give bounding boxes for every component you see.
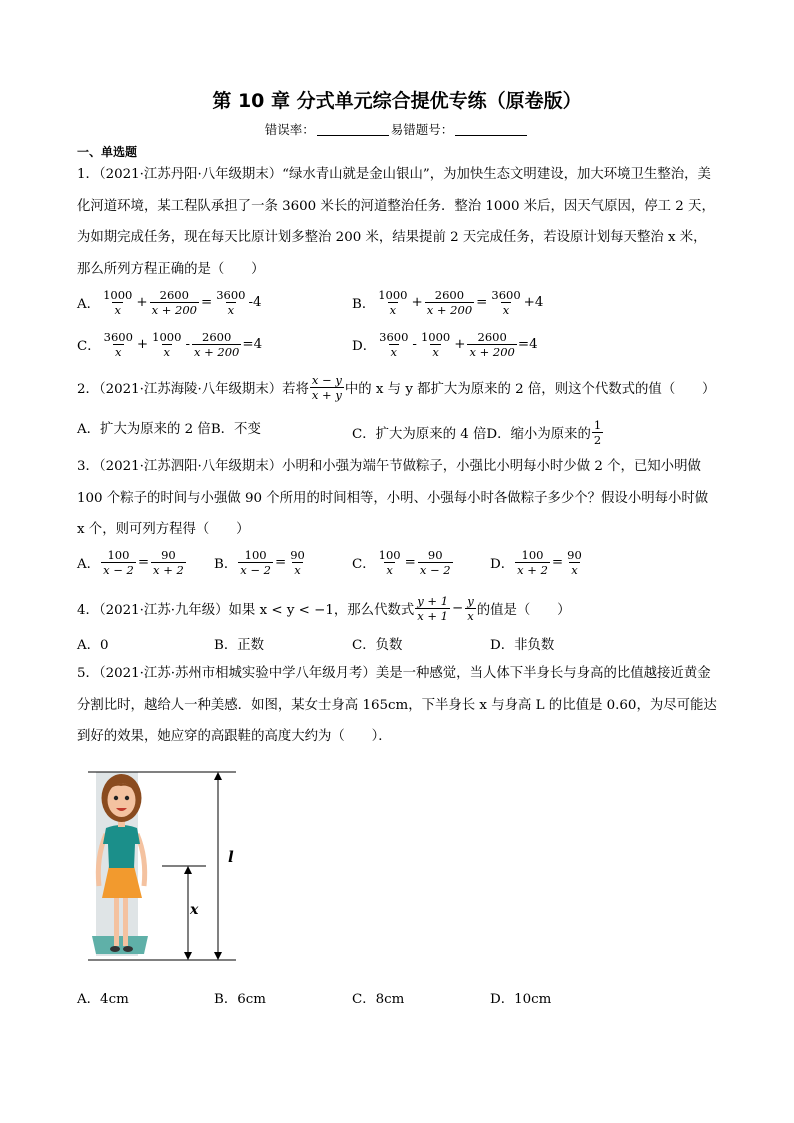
fraction: $\frac{3600}{x}$ [379, 330, 409, 359]
label-l: l [228, 848, 234, 866]
l-arrow-bottom-head [214, 952, 222, 960]
woman-height-diagram [84, 768, 254, 968]
q1-option-d[interactable] [352, 330, 538, 359]
option-letter: D． [490, 557, 515, 572]
fraction: $\frac{1000}{x}$ [378, 288, 408, 317]
error-items-blank[interactable] [455, 123, 527, 136]
fraction: $\frac{90}{x}$ [567, 548, 582, 577]
question-4-pre: 4．（2021·江苏·九年级）如果 x < y < −1，那么代数式 [77, 603, 415, 618]
q2-options-ab [77, 418, 261, 437]
operator: = [476, 295, 488, 310]
q5-option-a[interactable]: A．4cm [77, 992, 129, 1007]
q1-option-b[interactable] [352, 288, 543, 317]
q2-option-c[interactable]: C．扩大为原来的 4 倍 [352, 427, 487, 442]
q1-option-a[interactable] [77, 288, 262, 317]
x-arrow-bottom-head [184, 952, 192, 960]
operator: - [412, 337, 417, 352]
face [108, 783, 136, 817]
question-2-text [77, 373, 715, 402]
fraction: $\frac{1000}{x}$ [420, 330, 451, 359]
q3-option-d[interactable]: D． $\frac{100}{x + 2}$ = $\frac{90}{x}$ [490, 548, 582, 577]
left-eye [114, 796, 118, 800]
right-eye [125, 796, 129, 800]
right-shoe [123, 946, 133, 952]
q2-options-cd [352, 418, 604, 447]
q1-option-c[interactable] [77, 330, 262, 359]
equation-tail: =4 [242, 337, 263, 352]
error-rate-blank[interactable] [317, 123, 389, 136]
fraction: $\frac{100}{x}$ [378, 548, 401, 577]
fraction: $\frac{3600}{x}$ [103, 330, 133, 359]
operator: − [452, 601, 464, 616]
option-letter: B． [352, 297, 376, 312]
q3-option-b[interactable]: B． $\frac{100}{x - 2}$ = $\frac{90}{x}$ [214, 548, 305, 577]
q3-option-c[interactable]: C． $\frac{100}{x}$ = $\frac{90}{x - 2}$ [352, 548, 451, 577]
q4-option-c[interactable]: C．负数 [352, 638, 403, 653]
option-letter: C． [77, 339, 101, 354]
q2-option-b[interactable]: B．不变 [210, 422, 261, 437]
question-5-text: 5．（2021·江苏·苏州市相城实验中学八年级月考）美是一种感觉，当人体下半身长与身高的比值越接近黄金分割比时，越给人一种美感．如图，某女士身高 165cm，下半身长 x 与身高 L 的比值是 0.60，为尽可能达到好的效果，她应穿的高跟鞋的高度大约为（ ）． [77, 666, 717, 744]
operator: - [185, 337, 190, 352]
fraction: $\frac{y + 1}{x + 1}$ [417, 594, 449, 623]
q4-option-b[interactable]: B．正数 [214, 638, 265, 653]
operator: + [136, 295, 148, 310]
question-2-post: 中的 x 与 y 都扩大为原来的 2 倍，则这个代数式的值（ ） [344, 382, 716, 397]
q5-option-b[interactable]: B．6cm [214, 992, 266, 1007]
l-arrow-top-head [214, 772, 222, 780]
fraction: $\frac{1000}{x}$ [152, 330, 182, 359]
fraction: $\frac{100}{x + 2}$ [517, 548, 548, 577]
q5-option-c[interactable]: C．8cm [352, 992, 405, 1007]
operator: + [454, 337, 466, 352]
fraction: $\frac{1000}{x}$ [103, 288, 133, 317]
fraction: $\frac{90}{x + 2}$ [153, 548, 184, 577]
equation-tail: =4 [517, 337, 538, 352]
error-stats-line [0, 120, 794, 138]
q4-option-a[interactable]: A．0 [77, 638, 109, 653]
fraction: $\frac{90}{x - 2}$ [419, 548, 451, 577]
fraction: $\frac{100}{x - 2}$ [240, 548, 271, 577]
option-letter: B． [214, 557, 238, 572]
option-letter: D． [352, 339, 377, 354]
fraction: $\frac{3600}{x}$ [216, 288, 246, 317]
fraction: $\frac{2600}{x + 200}$ [151, 288, 197, 317]
q3-option-a[interactable]: A． $\frac{100}{x - 2}$ = $\frac{90}{x + 2}$ [77, 548, 184, 577]
fraction: $\frac{x - y}{x + y}$ [311, 373, 342, 402]
section-heading: 一、单选题 [77, 145, 138, 159]
option-letter: A． [77, 557, 101, 572]
operator: + [411, 295, 423, 310]
equation-tail: +4 [523, 295, 544, 310]
option-letter: A． [77, 297, 101, 312]
option-letter: C． [352, 557, 376, 572]
question-3-text: 3．（2021·江苏泗阳·八年级期末）小明和小强为端午节做粽子，小强比小明每小时少做 2 个，已知小明做 100 个粽子的时间与小强做 90 个所用的时间相等，小明、小强每小时各做粽子多少个？假设小明每小时做 x 个，则可列方程得（ ） [77, 459, 709, 537]
q2-option-a[interactable]: A．扩大为原来的 2 倍 [77, 422, 211, 437]
operator: = [200, 295, 213, 310]
fraction: $\frac{90}{x}$ [290, 548, 305, 577]
error-items-label: 易错题号： [390, 122, 454, 137]
equation-tail: -4 [248, 295, 262, 310]
fraction: $\frac{100}{x - 2}$ [103, 548, 134, 577]
page-title: 第 10 章 分式单元综合提优专练（原卷版） [212, 90, 582, 112]
question-4-text [77, 594, 570, 623]
q2-option-d[interactable]: D．缩小为原来的 [486, 427, 591, 442]
question-4-post: 的值是（ ） [476, 603, 571, 618]
question-2-pre: 2．（2021·江苏海陵·八年级期末）若将 [77, 382, 309, 397]
q4-option-d[interactable]: D．非负数 [490, 638, 555, 653]
question-1-text: 1．（2021·江苏丹阳·八年级期末）“绿水青山就是金山银山”，为加快生态文明建设，加大环境卫生整治，美化河道环境，某工程队承担了一条 3600 米长的河道整治任务．整治 1000 米后，因天气原因，停工 2 天，为如期完成任务，现在每天比原计划多整治 200 米，结果提前 2 天完成任务，若设原计划每天整治 x 米，那么所列方程正确的是（ ） [77, 167, 715, 277]
operator: + [136, 337, 149, 352]
floor-mat [92, 936, 148, 954]
fraction: $\frac{2600}{x + 200}$ [469, 330, 515, 359]
q5-option-d[interactable]: D．10cm [490, 992, 552, 1007]
fraction: $\frac{y}{x}$ [467, 594, 474, 623]
fraction: $\frac{2600}{x + 200}$ [426, 288, 473, 317]
fraction: $\frac{3600}{x}$ [491, 288, 521, 317]
label-x: x [190, 902, 199, 918]
left-shoe [110, 946, 120, 952]
x-arrow-top-head [184, 866, 192, 874]
fraction: $\frac{1}{2}$ [593, 418, 602, 447]
height-figure [84, 768, 254, 972]
fraction: $\frac{2600}{x + 200}$ [193, 330, 240, 359]
error-rate-label: 错误率： [264, 122, 315, 137]
